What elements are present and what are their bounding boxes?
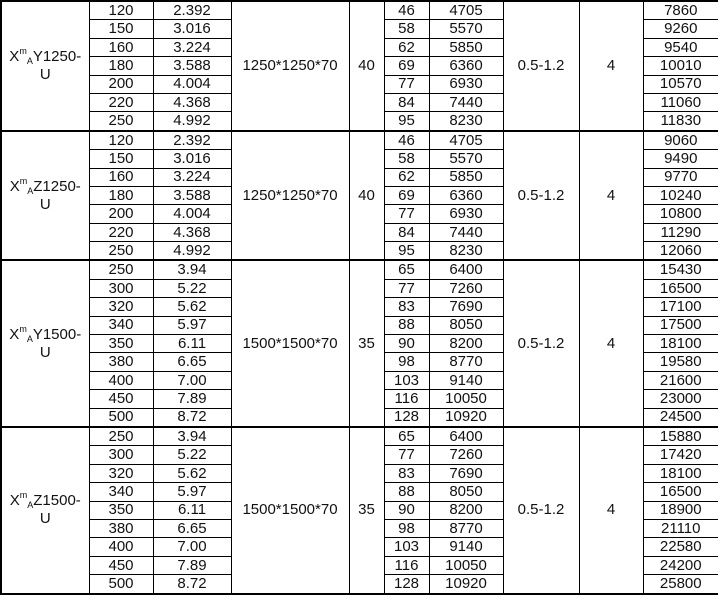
cell-col5: 35 [349, 260, 384, 427]
cell-col3: 7.00 [153, 538, 231, 556]
cell-col7: 5850 [429, 38, 503, 56]
cell-col10: 10570 [643, 75, 718, 93]
cell-col6: 116 [384, 390, 429, 408]
cell-col2: 160 [89, 38, 153, 56]
cell-col10: 10240 [643, 186, 718, 204]
model-sub: A [27, 185, 34, 196]
cell-col7: 7440 [429, 223, 503, 241]
cell-col7: 8230 [429, 112, 503, 131]
cell-col2: 250 [89, 112, 153, 131]
cell-col2: 300 [89, 279, 153, 297]
cell-col3: 6.65 [153, 353, 231, 371]
cell-col7: 9140 [429, 538, 503, 556]
cell-col2: 250 [89, 242, 153, 261]
cell-col10: 7860 [643, 1, 718, 20]
model-cell: $X^m_AY1250-$ U [1, 1, 89, 131]
cell-col10: 25800 [643, 575, 718, 594]
cell-col10: 21600 [643, 371, 718, 389]
cell-col9: 4 [579, 1, 643, 131]
cell-col6: 77 [384, 279, 429, 297]
cell-col6: 58 [384, 20, 429, 38]
cell-col10: 10800 [643, 205, 718, 223]
cell-col10: 18100 [643, 464, 718, 482]
cell-col6: 69 [384, 186, 429, 204]
cell-col2: 220 [89, 223, 153, 241]
cell-col2: 250 [89, 260, 153, 279]
cell-col6: 128 [384, 408, 429, 427]
cell-col3: 5.62 [153, 464, 231, 482]
cell-col2: 250 [89, 427, 153, 446]
cell-col3: 5.22 [153, 279, 231, 297]
cell-col10: 10010 [643, 57, 718, 75]
cell-col7: 9140 [429, 371, 503, 389]
table-row [1, 427, 718, 446]
table-row [1, 1, 718, 20]
cell-col7: 8050 [429, 316, 503, 334]
cell-col2: 180 [89, 57, 153, 75]
cell-col7: 10050 [429, 390, 503, 408]
cell-col6: 77 [384, 446, 429, 464]
cell-col7: 6360 [429, 186, 503, 204]
cell-col3: 3.224 [153, 168, 231, 186]
cell-col2: 150 [89, 150, 153, 168]
cell-col7: 7690 [429, 298, 503, 316]
cell-col6: 58 [384, 150, 429, 168]
model-sup: m [19, 175, 28, 186]
cell-col3: 3.016 [153, 20, 231, 38]
cell-col7: 5570 [429, 150, 503, 168]
cell-col2: 400 [89, 538, 153, 556]
cell-col6: 128 [384, 575, 429, 594]
cell-col3: 7.89 [153, 556, 231, 574]
cell-col2: 300 [89, 446, 153, 464]
cell-col3: 7.00 [153, 371, 231, 389]
cell-col10: 15430 [643, 260, 718, 279]
table-row [1, 260, 718, 279]
cell-col2: 180 [89, 186, 153, 204]
cell-col10: 17500 [643, 316, 718, 334]
cell-col6: 88 [384, 316, 429, 334]
model-cell: $X^m_AZ1250-$ U [1, 131, 89, 261]
cell-col10: 18900 [643, 501, 718, 519]
cell-col7: 7260 [429, 446, 503, 464]
cell-col2: 160 [89, 168, 153, 186]
cell-col6: 65 [384, 427, 429, 446]
cell-col2: 500 [89, 408, 153, 427]
cell-col3: 5.97 [153, 316, 231, 334]
cell-col6: 65 [384, 260, 429, 279]
cell-col7: 8200 [429, 501, 503, 519]
cell-col3: 4.368 [153, 93, 231, 111]
cell-col3: 3.016 [153, 150, 231, 168]
cell-col2: 120 [89, 131, 153, 150]
cell-col3: 6.65 [153, 519, 231, 537]
cell-col2: 350 [89, 335, 153, 353]
cell-col8: 0.5-1.2 [503, 427, 579, 594]
cell-size: 1500*1500*70 [231, 427, 349, 594]
cell-col6: 90 [384, 335, 429, 353]
cell-col7: 10920 [429, 408, 503, 427]
cell-col2: 150 [89, 20, 153, 38]
cell-col7: 7440 [429, 93, 503, 111]
model-sup: m [19, 45, 27, 56]
cell-col10: 23000 [643, 390, 718, 408]
cell-col7: 6930 [429, 75, 503, 93]
cell-col5: 40 [349, 1, 384, 131]
cell-col7: 5850 [429, 168, 503, 186]
cell-col10: 18100 [643, 335, 718, 353]
cell-col3: 5.62 [153, 298, 231, 316]
cell-col5: 35 [349, 427, 384, 594]
cell-col7: 5570 [429, 20, 503, 38]
cell-col7: 4705 [429, 131, 503, 150]
cell-col6: 95 [384, 242, 429, 261]
cell-col3: 2.392 [153, 131, 231, 150]
cell-col7: 6360 [429, 57, 503, 75]
cell-col10: 9060 [643, 131, 718, 150]
cell-col2: 200 [89, 205, 153, 223]
cell-col10: 22580 [643, 538, 718, 556]
cell-col6: 46 [384, 1, 429, 20]
cell-col9: 4 [579, 427, 643, 594]
model-sup: m [19, 323, 27, 334]
cell-col3: 4.368 [153, 223, 231, 241]
cell-col2: 220 [89, 93, 153, 111]
cell-col5: 40 [349, 131, 384, 261]
cell-col6: 62 [384, 168, 429, 186]
cell-col3: 4.992 [153, 112, 231, 131]
cell-col3: 7.89 [153, 390, 231, 408]
model-cell: $X^m_AY1500-$ U [1, 260, 89, 427]
cell-col8: 0.5-1.2 [503, 260, 579, 427]
cell-col7: 8050 [429, 483, 503, 501]
cell-col6: 116 [384, 556, 429, 574]
table-row [1, 131, 718, 150]
cell-col7: 10920 [429, 575, 503, 594]
cell-col7: 8230 [429, 242, 503, 261]
cell-col2: 340 [89, 483, 153, 501]
cell-col10: 9260 [643, 20, 718, 38]
cell-size: 1500*1500*70 [231, 260, 349, 427]
cell-col9: 4 [579, 260, 643, 427]
cell-col3: 2.392 [153, 1, 231, 20]
cell-col7: 7260 [429, 279, 503, 297]
cell-col3: 5.22 [153, 446, 231, 464]
cell-col6: 98 [384, 519, 429, 537]
cell-col6: 77 [384, 75, 429, 93]
cell-col3: 4.992 [153, 242, 231, 261]
cell-col10: 21110 [643, 519, 718, 537]
cell-col2: 340 [89, 316, 153, 334]
model-sub: A [27, 500, 34, 511]
cell-col6: 103 [384, 538, 429, 556]
cell-col2: 500 [89, 575, 153, 594]
cell-col6: 83 [384, 298, 429, 316]
cell-col10: 17420 [643, 446, 718, 464]
cell-col3: 8.72 [153, 408, 231, 427]
cell-col10: 24500 [643, 408, 718, 427]
cell-col2: 450 [89, 390, 153, 408]
cell-col3: 5.97 [153, 483, 231, 501]
cell-col6: 88 [384, 483, 429, 501]
cell-col7: 10050 [429, 556, 503, 574]
cell-col2: 320 [89, 464, 153, 482]
cell-col6: 69 [384, 57, 429, 75]
cell-col10: 16500 [643, 483, 718, 501]
cell-col8: 0.5-1.2 [503, 131, 579, 261]
cell-col6: 95 [384, 112, 429, 131]
cell-col2: 450 [89, 556, 153, 574]
cell-col10: 24200 [643, 556, 718, 574]
cell-col10: 11830 [643, 112, 718, 131]
cell-col2: 400 [89, 371, 153, 389]
cell-col10: 19580 [643, 353, 718, 371]
cell-col6: 103 [384, 371, 429, 389]
cell-col3: 3.588 [153, 57, 231, 75]
cell-col10: 9490 [643, 150, 718, 168]
cell-col10: 9770 [643, 168, 718, 186]
cell-col7: 8770 [429, 519, 503, 537]
cell-col10: 12060 [643, 242, 718, 261]
cell-col2: 120 [89, 1, 153, 20]
cell-col10: 11060 [643, 93, 718, 111]
cell-col3: 6.11 [153, 501, 231, 519]
cell-col2: 200 [89, 75, 153, 93]
cell-col7: 7690 [429, 464, 503, 482]
cell-size: 1250*1250*70 [231, 1, 349, 131]
model-sup: m [19, 490, 28, 501]
cell-col6: 84 [384, 93, 429, 111]
cell-col6: 90 [384, 501, 429, 519]
cell-col3: 6.11 [153, 335, 231, 353]
model-cell: $X^m_AZ1500-$ U [1, 427, 89, 594]
cell-col9: 4 [579, 131, 643, 261]
cell-col8: 0.5-1.2 [503, 1, 579, 131]
cell-col3: 3.224 [153, 38, 231, 56]
cell-col7: 6400 [429, 427, 503, 446]
cell-col2: 350 [89, 501, 153, 519]
cell-col6: 84 [384, 223, 429, 241]
cell-col6: 77 [384, 205, 429, 223]
table-body [1, 1, 718, 595]
cell-col3: 4.004 [153, 75, 231, 93]
cell-col2: 380 [89, 353, 153, 371]
cell-col10: 9540 [643, 38, 718, 56]
cell-col2: 380 [89, 519, 153, 537]
cell-col2: 320 [89, 298, 153, 316]
cell-col10: 11290 [643, 223, 718, 241]
cell-col6: 62 [384, 38, 429, 56]
cell-col7: 4705 [429, 1, 503, 20]
cell-col7: 6930 [429, 205, 503, 223]
model-sub: A [26, 333, 33, 344]
cell-col10: 16500 [643, 279, 718, 297]
cell-col7: 8770 [429, 353, 503, 371]
cell-col3: 4.004 [153, 205, 231, 223]
cell-size: 1250*1250*70 [231, 131, 349, 261]
cell-col6: 98 [384, 353, 429, 371]
cell-col10: 17100 [643, 298, 718, 316]
cell-col10: 15880 [643, 427, 718, 446]
cell-col7: 8200 [429, 335, 503, 353]
cell-col6: 46 [384, 131, 429, 150]
cell-col3: 3.94 [153, 260, 231, 279]
cell-col3: 3.588 [153, 186, 231, 204]
model-sub: A [26, 55, 33, 66]
cell-col3: 8.72 [153, 575, 231, 594]
cell-col6: 83 [384, 464, 429, 482]
cell-col3: 3.94 [153, 427, 231, 446]
cell-col7: 6400 [429, 260, 503, 279]
